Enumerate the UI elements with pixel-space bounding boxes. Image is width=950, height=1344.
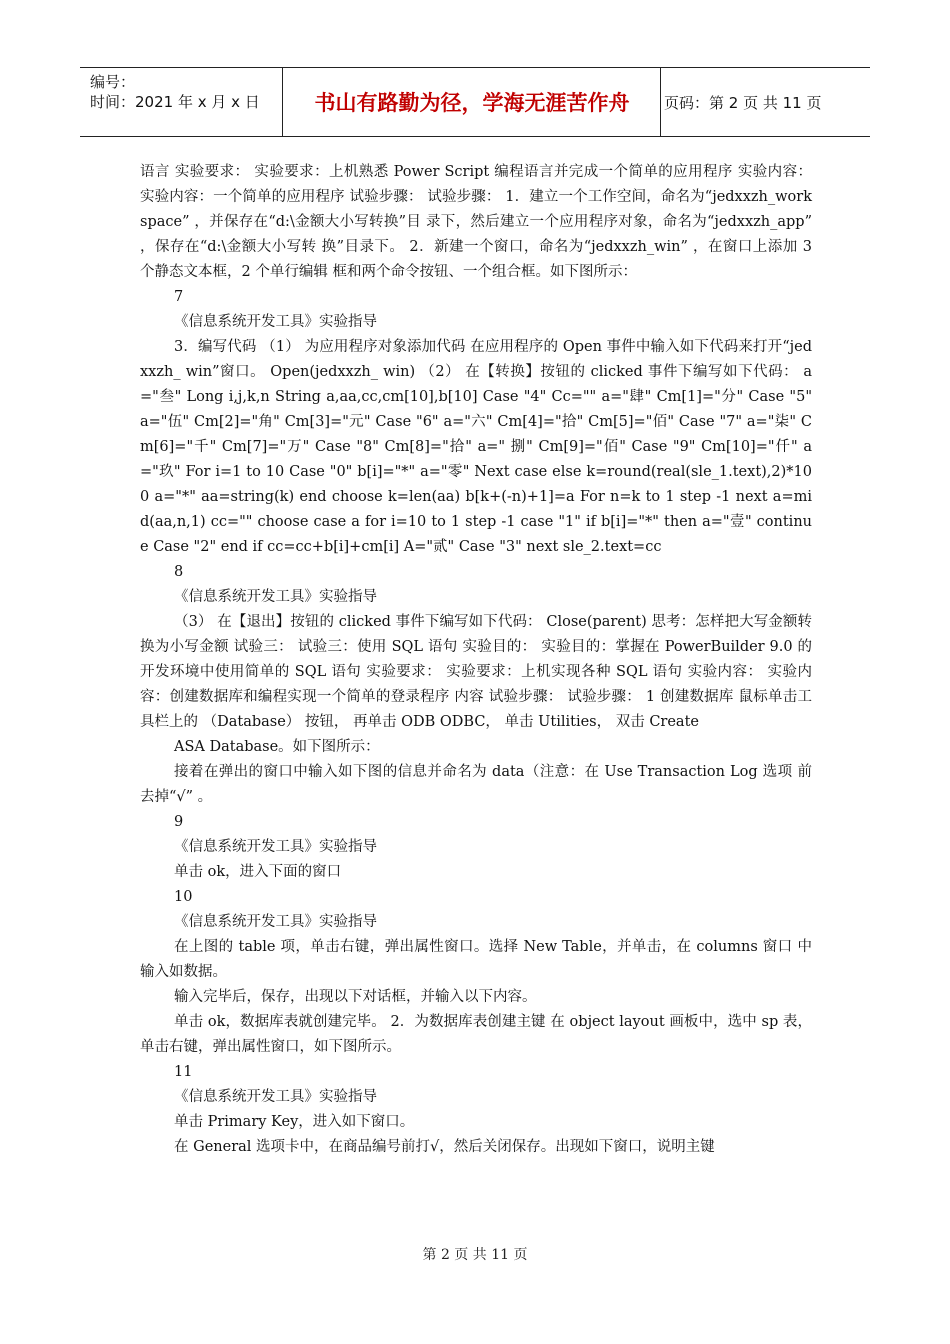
body-paragraph: 8 (174, 564, 184, 580)
body-paragraph: 《信息系统开发工具》实验指导 (174, 1089, 377, 1105)
body-paragraph: 单击 ok，进入下面的窗口 (174, 864, 342, 880)
page-header (80, 67, 870, 137)
body-paragraph: 9 (174, 814, 184, 830)
body-paragraph: 《信息系统开发工具》实验指导 (174, 914, 377, 930)
body-paragraph: 语言 实验要求： 实验要求：上机熟悉 Power Script 编程语言并完成一个简单的应用程序 实验内容： 实验内容：一个简单的应用程序 试验步骤： 试验步骤： 1．建立一个工作空间，命名为“jedxxzh_workspace” ，并保存在“d:\金额大小写转换”目 录下，然后建立一个应用程序对象，命名为“jedxxzh_app” ，保存在“d:\金额大小写转 换”目录下。 2．新建一个窗口，命名为“jedxxzh_win” ，在窗口上添加 3 个静态文本框，2 个单行编辑 框和两个命令按钮、一个组合框。如下图所示： (140, 164, 812, 280)
page-footer: 第 2 页 共 11 页 (422, 1247, 528, 1263)
body-paragraph: ASA Database。如下图所示： (174, 739, 380, 755)
header-page-info: 页码：第 2 页 共 11 页 (664, 93, 822, 112)
body-paragraph: （3） 在【退出】按钮的 clicked 事件下编写如下代码： Close(parent) 思考：怎样把大写金额转换为小写金额 试验三： 试验三：使用 SQL 语句 实验目的： 实验目的：掌握在 PowerBuilder 9.0 的开发环境中使用简单的 SQL 语句 实验要求： 实验要求：上机实现各种 SQL 语句 实验内容： 实验内容：创建数据库和编程实现一个简单的登录程序 内容 试验步骤： 试验步骤： 1 创建数据库 鼠标单击工具栏上的 （Database） 按钮， 再单击 ODB ODBC， 单击 Utilities， 双击 Create (140, 614, 812, 730)
body-paragraph: 在上图的 table 项，单击右键，弹出属性窗口。选择 New Table，并单击，在 columns 窗口 中输入如数据。 (140, 939, 812, 980)
document-number-label: 编号： (90, 73, 136, 91)
body-paragraph: 在 General 选项卡中，在商品编号前打√，然后关闭保存。出现如下窗口，说明主键 (174, 1139, 715, 1155)
body-paragraph: 接着在弹出的窗口中输入如下图的信息并命名为 data（注意：在 Use Transaction Log 选项 前去掉“√” 。 (140, 764, 812, 805)
document-date: 时间：2021 年 x 月 x 日 (90, 93, 260, 111)
header-divider-right (660, 68, 661, 136)
body-paragraph: 10 (174, 889, 193, 905)
body-paragraph: 《信息系统开发工具》实验指导 (174, 589, 377, 605)
body-paragraph: 7 (174, 289, 184, 305)
body-paragraph: 单击 ok，数据库表就创建完毕。 2．为数据库表创建主键 在 object layout 画板中，选中 sp 表，单击右键，弹出属性窗口，如下图所示。 (140, 1014, 812, 1055)
header-meta (90, 72, 260, 112)
body-paragraph: 《信息系统开发工具》实验指导 (174, 314, 377, 330)
header-divider-left (282, 68, 283, 136)
body-paragraph: 《信息系统开发工具》实验指导 (174, 839, 377, 855)
body-paragraph: 3．编写代码 （1） 为应用程序对象添加代码 在应用程序的 Open 事件中输入如下代码来打开“jedxxzh_ win”窗口。 Open(jedxxzh_ win) （2） 在【转换】按钮的 clicked 事件下编写如下代码： a="叁" Long i,j,k,n String a,aa,cc,cm[10],b[10] Case "4" Cc="" a="肆" Cm[1]="分" Case "5" a="伍" Cm[2]="角" Cm[3]="元" Case "6" a="六" Cm[4]="拾" Cm[5]="佰" Case "7" a="柒" Cm[6]="千" Cm[7]="万" Case "8" Cm[8]="拾" a=" 捌" Cm[9]="佰" Case "9" Cm[10]="仟" a="玖" For i=1 to 10 Case "0" b[i]="*" a="零" Next case else k=round(real(sle_1.text),2)*100 a="*" aa=string(k) end choose k=len(aa) b[k+(-n)+1]=a For n=k to 1 step -1 next a=mid(aa,n,1) cc="" choose case a for i=10 to 1 step -1 case "1" if b[i]="*" then a="壹" continue Case "2" end if cc=cc+b[i]+cm[i] A="贰" Case "3" next sle_2.text=cc (140, 339, 812, 555)
header-motto: 书山有路勤为径，学海无涯苦作舟 (314, 91, 630, 115)
body-paragraph: 单击 Primary Key，进入如下窗口。 (174, 1114, 415, 1130)
document-body (140, 160, 812, 1160)
body-paragraph: 输入完毕后，保存，出现以下对话框，并输入以下内容。 (174, 989, 537, 1005)
body-paragraph: 11 (174, 1064, 193, 1080)
